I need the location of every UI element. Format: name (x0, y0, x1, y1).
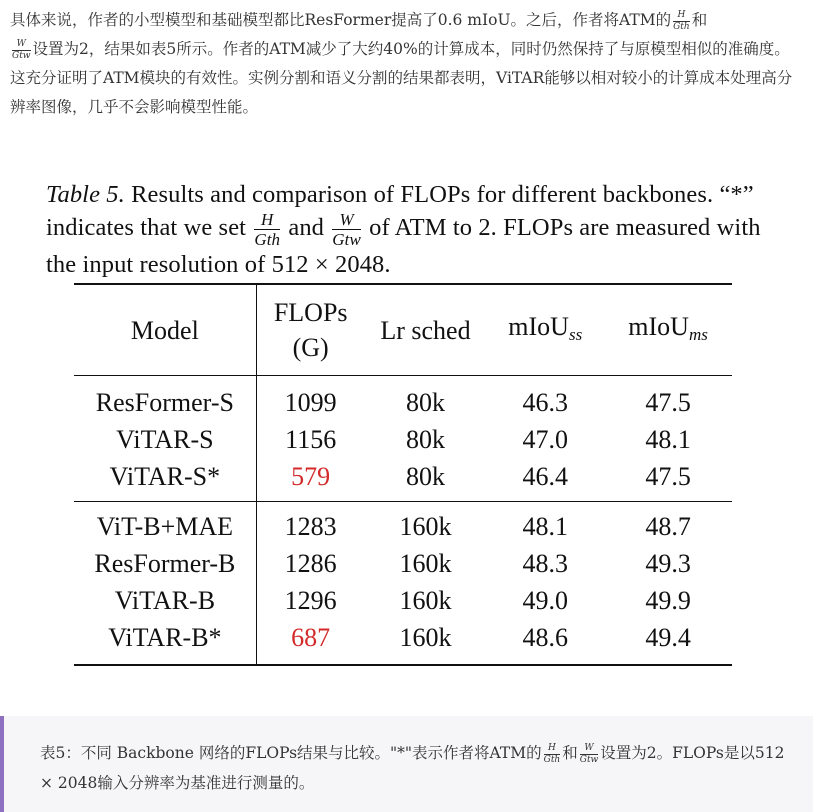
note-text-1: 表5：不同 Backbone 网络的FLOPs结果与比较。"*"表示作者将ATM的 (40, 744, 542, 762)
cell-model: ViT-B+MAE (74, 502, 256, 546)
caption-and: and (282, 214, 331, 242)
cell-lr: 160k (399, 585, 452, 615)
note-fraction-w: $\frac{W}{\text{Gtw}}$ (579, 742, 599, 765)
cell-flops: 1283 (256, 502, 364, 546)
cell-miou-ss: 47.0 (522, 424, 568, 454)
cell-lr: 80k (365, 376, 487, 422)
header-flops: FLOPs (G) (256, 284, 364, 376)
note-text (40, 738, 800, 798)
cell-model: ViTAR-B* (74, 619, 256, 665)
cell-miou-ss: 46.3 (486, 376, 604, 422)
table-row (74, 582, 732, 619)
cell-flops: 1296 (284, 585, 337, 615)
note-fraction-h: $\frac{H}{\text{Gth}}$ (543, 742, 561, 765)
caption-fraction-h: $\frac{H}{\text{Gth}}$ (254, 210, 281, 249)
cell-model: ViTAR-S* (74, 458, 256, 502)
cell-miou-ms: 49.4 (604, 619, 732, 665)
results-table (74, 283, 732, 666)
table-row (74, 421, 732, 458)
table-row (74, 502, 732, 546)
paragraph-text-3: 设置为2，结果如表5所示。作者的ATM减少了大约40%的计算成本，同时仍然保持了与原模型相似的准确度。这充分证明了ATM模块的有效性。实例分割和语义分割的结果都表明，ViTAR能够以相对较小的计算成本处理高分辨率图像，几乎不会影响模型性能。 (10, 40, 793, 116)
cell-lr: 80k (405, 424, 445, 454)
header-model: Model (74, 284, 256, 376)
table-row (74, 619, 732, 665)
cell-miou-ss: 48.6 (486, 619, 604, 665)
cell-miou-ss: 46.4 (522, 461, 568, 491)
note-text-2: 和 (562, 744, 578, 762)
table-header-row (74, 284, 732, 376)
caption-label: Table 5. (46, 181, 125, 208)
table-row (74, 545, 732, 582)
cell-miou-ms: 49.9 (645, 585, 691, 615)
caption-text-1: Results and comparison of FLOPs for different backbones. “*” indicates that we set (46, 181, 754, 242)
cell-miou-ms: 47.5 (604, 376, 732, 422)
cell-lr: 160k (365, 502, 487, 546)
cell-model: ViTAR-B (74, 582, 256, 619)
table-row (74, 458, 732, 502)
cell-flops: 1099 (256, 376, 364, 422)
cell-miou-ss: 48.1 (486, 502, 604, 546)
cell-flops: 1286 (284, 548, 337, 578)
cell-lr: 80k (405, 461, 445, 491)
caption-translation-note (0, 716, 813, 812)
caption-fraction-w: $\frac{W}{\text{Gtw}}$ (332, 210, 361, 249)
article-paragraph (10, 6, 805, 122)
fraction-h-over-gth: $\frac{H}{\text{Gth}}$ (673, 9, 690, 32)
cell-model: ResFormer-B (74, 545, 256, 582)
cell-flops-highlight: 579 (291, 461, 331, 491)
header-miou-ss: mIoU$_{ss}$ (486, 284, 604, 376)
table-row (74, 376, 732, 422)
cell-flops-highlight: 687 (256, 619, 364, 665)
note-text-3: 设置为2。FLOPs是以512 × 2048输入分辨率为基准进行测量的。 (40, 744, 785, 792)
cell-lr: 160k (399, 548, 452, 578)
cell-miou-ss: 49.0 (522, 585, 568, 615)
fraction-w-over-gtw: $\frac{W}{\text{Gtw}}$ (12, 38, 31, 61)
cell-miou-ms: 48.1 (645, 424, 691, 454)
cell-miou-ms: 47.5 (645, 461, 691, 491)
table-caption (46, 178, 776, 281)
cell-flops: 1156 (285, 424, 337, 454)
paragraph-text-2: 和 (691, 11, 708, 29)
table-group-small (74, 376, 732, 502)
table-group-base (74, 502, 732, 666)
paragraph-text-1: 具体来说，作者的小型模型和基础模型都比ResFormer提高了0.6 mIoU。之后，作者将ATM的 (10, 11, 672, 29)
caption-text-2: of ATM to 2. FLOPs are measured with the input resolution of 512 × 2048. (46, 214, 761, 278)
header-lr-sched: Lr sched (365, 284, 487, 376)
cell-model: ResFormer-S (74, 376, 256, 422)
header-miou-ms: mIoU$_{ms}$ (604, 284, 732, 376)
cell-lr: 160k (365, 619, 487, 665)
table-figure (46, 178, 776, 652)
cell-model: ViTAR-S (74, 421, 256, 458)
cell-miou-ss: 48.3 (522, 548, 568, 578)
cell-miou-ms: 48.7 (604, 502, 732, 546)
cell-miou-ms: 49.3 (645, 548, 691, 578)
